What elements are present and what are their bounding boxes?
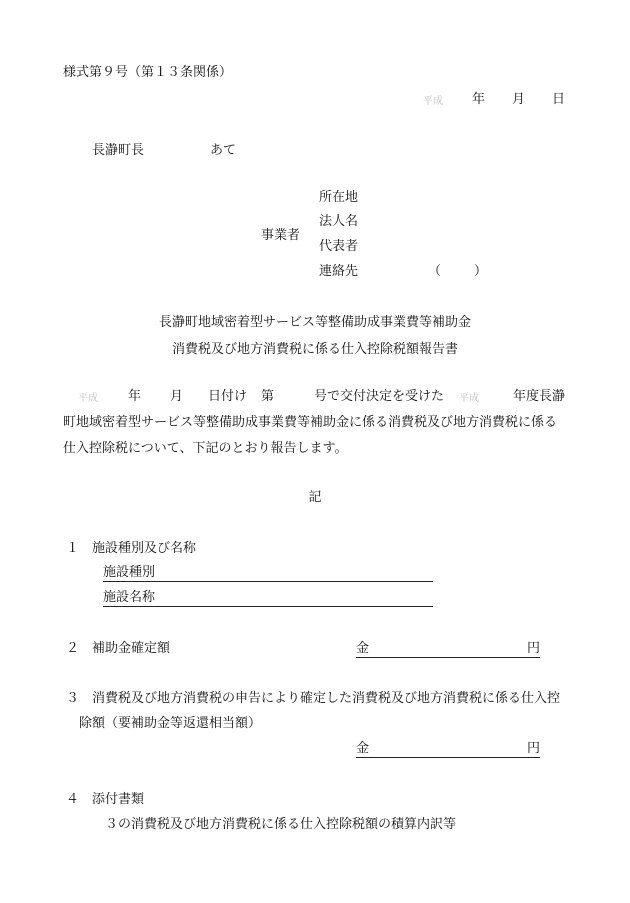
facility-type-label: 施設種別 — [103, 565, 156, 580]
facility-name-label: 施設名称 — [103, 590, 156, 605]
item-2-amount-line — [356, 641, 540, 658]
item-4-number: ４ — [66, 792, 80, 807]
facility-name-line — [103, 590, 433, 607]
item-3-line-2: 除額（要補助金等返還相当額） — [79, 716, 262, 731]
item-4-title: 添付書類 — [92, 792, 145, 807]
item-2-number: ２ — [66, 641, 80, 656]
body-fiscal-text: 年度長瀞 — [513, 389, 566, 404]
date-year-label: 年 — [472, 92, 486, 107]
body-line-2: 町地域密着型サービス等整備助成事業費等補助金に係る消費税及び地方消費税に係る — [63, 415, 558, 430]
title-line-1: 長瀞町地域密着型サービス等整備助成事業費等補助金 — [158, 315, 471, 330]
item-2-yen: 円 — [526, 641, 540, 656]
field-address-label: 所在地 — [319, 190, 359, 205]
item-3-yen: 円 — [526, 741, 540, 756]
body-decision-text: 号で交付決定を受けた — [314, 389, 445, 404]
field-contact-label: 連絡先 — [319, 264, 359, 279]
body-day-suffix: 日付け — [208, 389, 248, 404]
addressee-name: 長瀞町長 — [92, 143, 145, 158]
title-line-2: 消費税及び地方消費税に係る仕入控除税額報告書 — [171, 342, 458, 357]
item-2-title: 補助金確定額 — [92, 641, 171, 656]
contact-paren-close: ） — [474, 264, 488, 279]
item-1-title: 施設種別及び名称 — [92, 541, 197, 556]
item-4-content: ３の消費税及び地方消費税に係る仕入控除税額の積算内訳等 — [105, 817, 457, 832]
addressee-suffix: あて — [210, 143, 237, 158]
item-3-kin: 金 — [356, 741, 370, 756]
facility-type-line — [103, 565, 433, 582]
item-2-kin: 金 — [356, 641, 370, 656]
item-3-number: ３ — [66, 691, 80, 706]
item-3-amount-line — [356, 741, 540, 758]
body-dai: 第 — [261, 389, 275, 404]
body-era-2: 平成 — [459, 393, 479, 404]
date-era: 平成 — [423, 96, 443, 107]
body-line-3: 仕入控除税について、下記のとおり報告します。 — [63, 441, 348, 456]
contact-paren-open: （ — [428, 264, 442, 279]
body-month-label: 月 — [170, 389, 184, 404]
business-label: 事業者 — [261, 228, 301, 243]
form-number: 様式第９号（第１３条関係） — [63, 65, 233, 80]
date-day-label: 日 — [552, 92, 566, 107]
item-3-line-1: 消費税及び地方消費税の申告により確定した消費税及び地方消費税に係る仕入控 — [92, 691, 561, 706]
body-era-1: 平成 — [78, 393, 98, 404]
item-1-number: １ — [66, 541, 80, 556]
ki-heading: 記 — [308, 490, 322, 505]
field-corporate-name-label: 法人名 — [319, 214, 359, 229]
body-year-label: 年 — [128, 389, 142, 404]
date-month-label: 月 — [512, 92, 526, 107]
field-representative-label: 代表者 — [319, 239, 359, 254]
